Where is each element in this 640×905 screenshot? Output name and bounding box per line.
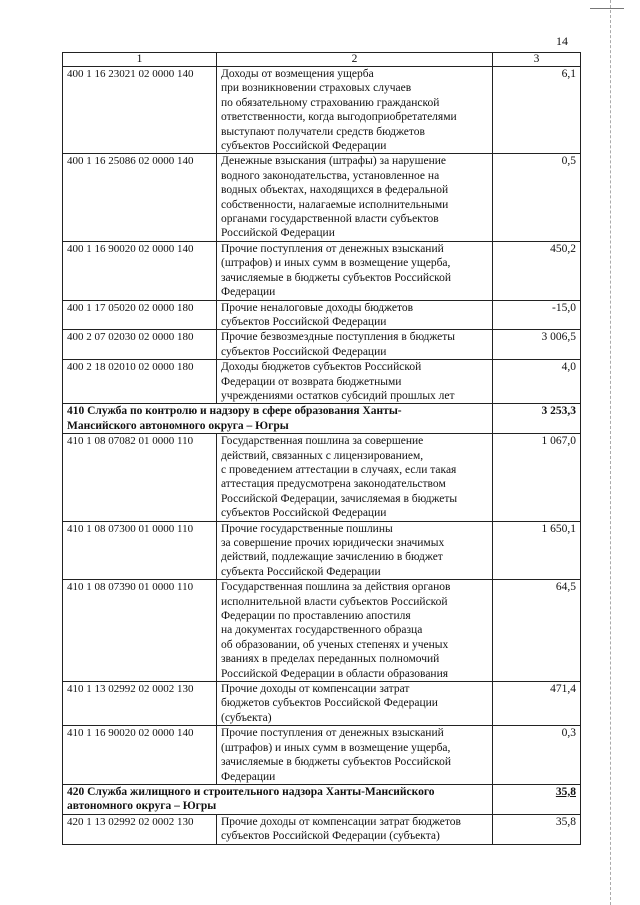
table-row	[63, 67, 581, 154]
revenue-code: 400 1 16 25086 02 0000 140	[63, 154, 217, 241]
revenue-code: 400 2 07 02030 02 0000 180	[63, 330, 217, 360]
table-row	[63, 330, 581, 360]
table-row	[63, 726, 581, 785]
header-row	[63, 53, 581, 67]
revenue-description: Доходы от возмещения ущерба при возникновении страховых случаев по обязательному страхованию гражданской ответственности, когда выгодоприобретателями выступают получатели средств бюджетов субъектов Российской Федерации	[217, 67, 493, 154]
revenue-table	[62, 52, 581, 845]
binding-edge-line	[610, 0, 611, 905]
section-row	[63, 784, 581, 814]
revenue-code: 410 1 08 07390 01 0000 110	[63, 580, 217, 682]
revenue-code: 400 1 16 23021 02 0000 140	[63, 67, 217, 154]
scan-edge-mark	[590, 8, 624, 9]
table-row	[63, 360, 581, 404]
table-row	[63, 521, 581, 580]
column-header-amount: 3	[493, 53, 581, 67]
revenue-code: 400 1 17 05020 02 0000 180	[63, 300, 217, 330]
revenue-code: 410 1 13 02992 02 0002 130	[63, 682, 217, 726]
revenue-code: 400 2 18 02010 02 0000 180	[63, 360, 217, 404]
revenue-amount: 64,5	[493, 580, 581, 682]
section-title: 420 Служба жилищного и строительного надзора Ханты-Мансийского автономного округа – Югры	[63, 784, 493, 814]
revenue-description: Денежные взыскания (штрафы) за нарушение водного законодательства, установленное на водных объектах, находящихся в федеральной собственности, налагаемые исполнительными органами государственной власти субъектов Российской Федерации	[217, 154, 493, 241]
section-title: 410 Служба по контролю и надзору в сфере образования Ханты- Мансийского автономного округа – Югры	[63, 404, 493, 434]
table-row	[63, 241, 581, 300]
column-header-description: 2	[217, 53, 493, 67]
page-number: 14	[556, 34, 568, 48]
revenue-amount: 0,5	[493, 154, 581, 241]
section-total-value: 35,8	[555, 785, 576, 798]
table-body	[63, 67, 581, 845]
revenue-code: 420 1 13 02992 02 0002 130	[63, 814, 217, 844]
section-total	[493, 784, 581, 814]
revenue-amount: 3 006,5	[493, 330, 581, 360]
revenue-code: 400 1 16 90020 02 0000 140	[63, 241, 217, 300]
section-total	[493, 404, 581, 434]
revenue-description: Прочие поступления от денежных взысканий (штрафов) и иных сумм в возмещение ущерба, зачисляемые в бюджеты субъектов Российской Федерации	[217, 241, 493, 300]
revenue-amount: 1 067,0	[493, 434, 581, 521]
revenue-amount: 471,4	[493, 682, 581, 726]
revenue-amount: 6,1	[493, 67, 581, 154]
revenue-description: Прочие государственные пошлины за совершение прочих юридически значимых действий, подлежащие зачислению в бюджет субъекта Российской Федерации	[217, 521, 493, 580]
table-row	[63, 434, 581, 521]
revenue-description: Прочие безвозмездные поступления в бюджеты субъектов Российской Федерации	[217, 330, 493, 360]
table-row	[63, 682, 581, 726]
revenue-description: Государственная пошлина за совершение действий, связанных с лицензированием, с проведением аттестации в случаях, если такая аттестация предусмотрена законодательством Российской Федерации, зачисляемая в бюджеты субъектов Российской Федерации	[217, 434, 493, 521]
table-row	[63, 154, 581, 241]
revenue-amount: -15,0	[493, 300, 581, 330]
revenue-amount: 1 650,1	[493, 521, 581, 580]
revenue-description: Прочие поступления от денежных взысканий (штрафов) и иных сумм в возмещение ущерба, зачисляемые в бюджеты субъектов Российской Федерации	[217, 726, 493, 785]
revenue-code: 410 1 08 07300 01 0000 110	[63, 521, 217, 580]
table-row	[63, 814, 581, 844]
table-row	[63, 580, 581, 682]
revenue-code: 410 1 16 90020 02 0000 140	[63, 726, 217, 785]
revenue-code: 410 1 08 07082 01 0000 110	[63, 434, 217, 521]
column-header-code: 1	[63, 53, 217, 67]
revenue-amount: 0,3	[493, 726, 581, 785]
revenue-description: Прочие неналоговые доходы бюджетов субъектов Российской Федерации	[217, 300, 493, 330]
section-total-value: 3 253,3	[541, 405, 576, 418]
revenue-description: Прочие доходы от компенсации затрат бюджетов субъектов Российской Федерации (субъекта)	[217, 814, 493, 844]
revenue-amount: 450,2	[493, 241, 581, 300]
table-row	[63, 300, 581, 330]
revenue-amount: 35,8	[493, 814, 581, 844]
revenue-description: Государственная пошлина за действия органов исполнительной власти субъектов Российской Федерации по проставлению апостиля на документах государственного образца об образовании, об ученых степенях и ученых званиях в пределах переданных полномочий Российской Федерации в области образования	[217, 580, 493, 682]
revenue-amount: 4,0	[493, 360, 581, 404]
section-row	[63, 404, 581, 434]
revenue-description: Прочие доходы от компенсации затрат бюджетов субъектов Российской Федерации (субъекта)	[217, 682, 493, 726]
revenue-description: Доходы бюджетов субъектов Российской Федерации от возврата бюджетными учреждениями остатков субсидий прошлых лет	[217, 360, 493, 404]
